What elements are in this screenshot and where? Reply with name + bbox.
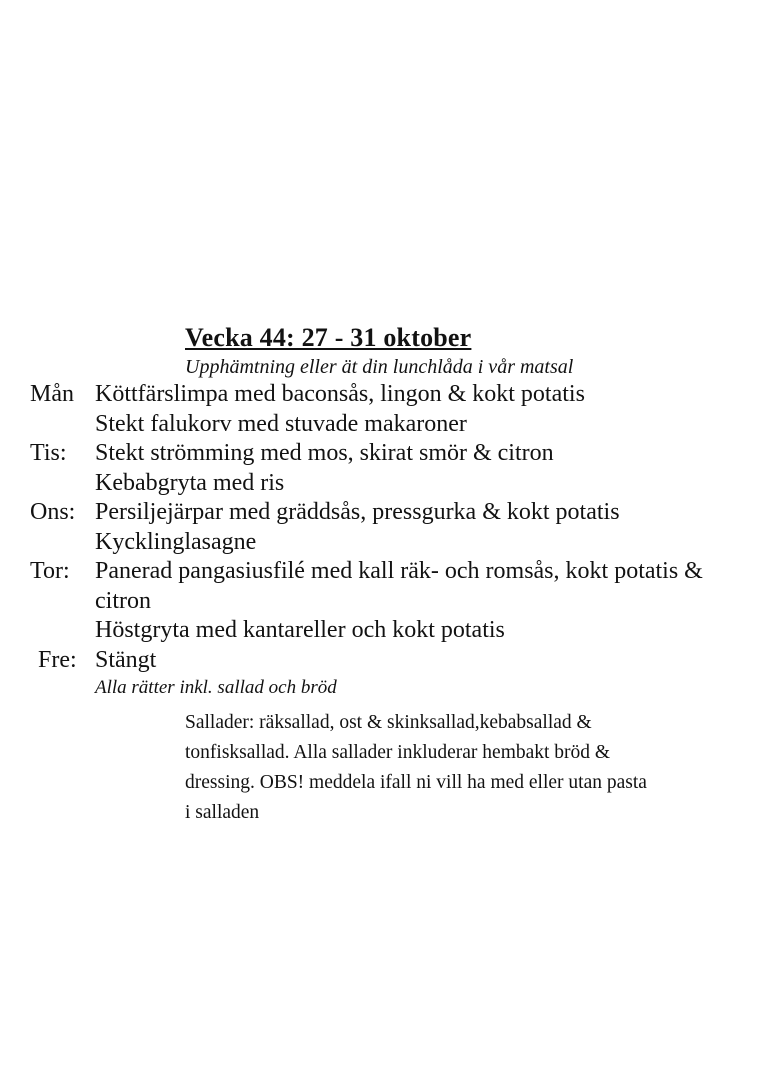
day-label-friday: Fre: xyxy=(38,646,77,673)
weekly-menu xyxy=(0,380,764,675)
dish: Kebabgryta med ris xyxy=(95,469,285,496)
menu-row-wednesday xyxy=(30,498,748,557)
dishes-wednesday xyxy=(95,498,748,557)
dishes-thursday xyxy=(95,557,748,646)
menu-row-monday xyxy=(30,380,748,439)
dish: Kycklinglasagne xyxy=(95,528,257,555)
salad-note-text: Sallader: räksallad, ost & skinksallad,kebabsallad & tonfisksallad. Alla sallader inkluderar hembakt bröd & dressing. OBS! meddela ifall ni vill ha med eller utan pasta i salladen xyxy=(185,712,647,823)
dish: Panerad pangasiusfilé med kall räk- och romsås, kokt potatis & citron xyxy=(95,558,703,614)
dish: Stekt falukorv med stuvade makaroner xyxy=(95,410,467,437)
dishes-monday xyxy=(95,380,748,439)
menu-row-tuesday xyxy=(30,439,748,498)
menu-row-thursday xyxy=(30,557,748,646)
page-subtitle: Upphämtning eller ät din lunchlåda i vår matsal xyxy=(185,356,574,378)
day-label-thursday: Tor: xyxy=(30,558,70,584)
dish: Höstgryta med kantareller och kokt potatis xyxy=(95,617,505,643)
dish: Stängt xyxy=(95,646,157,673)
dish: Stekt strömming med mos, skirat smör & citron xyxy=(95,440,554,466)
dishes-friday xyxy=(95,646,748,676)
dishes-tuesday xyxy=(95,439,748,498)
dish: Köttfärslimpa med baconsås, lingon & kokt potatis xyxy=(95,381,585,407)
menu-row-friday xyxy=(30,646,748,676)
dish: Persiljejärpar med gräddsås, pressgurka & kokt potatis xyxy=(95,499,620,525)
day-label-wednesday: Ons: xyxy=(30,499,76,525)
included-note: Alla rätter inkl. sallad och bröd xyxy=(95,677,337,698)
salad-note xyxy=(0,708,764,828)
title-block xyxy=(0,322,764,380)
day-label-tuesday: Tis: xyxy=(30,440,67,466)
day-label-monday: Mån xyxy=(30,381,74,407)
page-title: Vecka 44: 27 - 31 oktober xyxy=(185,323,472,352)
